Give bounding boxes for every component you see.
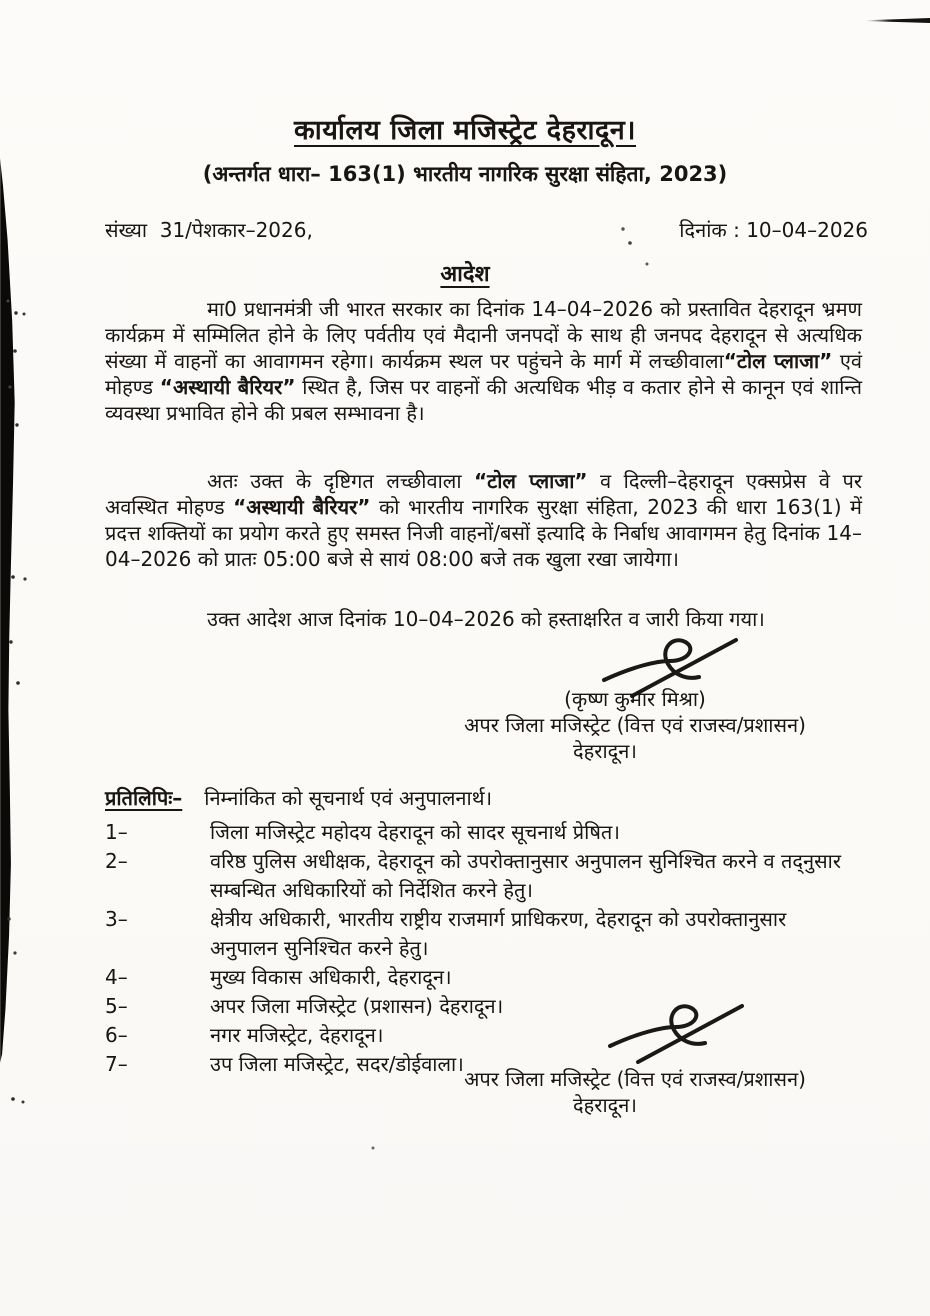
scan-artifact-left-edge: [0, 158, 21, 1063]
copy-item-text: मुख्य विकास अधिकारी, देहरादून।: [210, 965, 452, 989]
copy-item-row: [105, 847, 860, 905]
signatory-place: देहरादून।: [573, 1093, 637, 1117]
copy-item-number: 6–: [105, 1023, 128, 1047]
copy-item-row: [105, 963, 860, 992]
paragraph-text: मा0 प्रधानमंत्री जी भारत सरकार का दिनांक 14–04–2026 को प्रस्तावित देहरादून भ्रमण कार्यक्रम में सम्मिलित होने के लिए पर्वतीय एवं मैदानी जनपदों के साथ ही जनपद देहरादून से अत्यधिक संख्या में वाहनों का आवागमन रहेगा। कार्यक्रम स्थल पर पहुंचने के मार्ग में लच्छीवाला: [105, 297, 862, 373]
bold-term-toll-plaza: “टोल प्लाजा”: [474, 469, 588, 493]
act-reference-line: (अन्तर्गत धारा– 163(1) भारतीय नागरिक सुरक्षा संहिता, 2023): [202, 162, 728, 186]
order-paragraph-3: उक्त आदेश आज दिनांक 10–04–2026 को हस्ताक्षरित व जारी किया गया।: [207, 607, 765, 631]
copy-item-number: 2–: [105, 849, 128, 873]
paragraph-text: को भारतीय नागरिक सुरक्षा संहिता, 2023 की धारा 163(1) में प्रदत्त शक्तियों का प्रयोग करते हुए समस्त निजी वाहनों/बसों इत्यादि के निर्बाध आवागमन हेतु दिनांक 14–04–2026 को प्रातः 05:00 बजे से सायं 08:00 बजे तक खुला रखा जायेगा।: [105, 495, 862, 571]
scan-artifact-top-right-streak: [866, 18, 930, 23]
paragraph-text: स्थित है, जिस पर वाहनों की अत्यधिक भीड़ व कतार होने से कानून एवं शान्ति व्यवस्था प्रभावित होने की प्रबल सम्भावना है।: [105, 375, 862, 425]
copy-item-row: [105, 905, 860, 963]
paragraph-text: अतः उक्त के दृष्टिगत लच्छीवाला: [207, 469, 475, 493]
signatory-designation: अपर जिला मजिस्ट्रेट (वित्त एवं राजस्व/प्रशासन): [464, 713, 806, 737]
signature-scribble-icon: [604, 1000, 754, 1066]
order-heading: आदेश: [440, 262, 490, 287]
copy-item-text: वरिष्ठ पुलिस अधीक्षक, देहरादून को उपरोक्तानुसार अनुपालन सुनिश्चित करने व तद्नुसार सम्बन्धित अधिकारियों को निर्देशित करने हेतु।: [210, 849, 842, 902]
copy-item-row: [105, 818, 860, 847]
reference-number: संख्या 31/पेशकार–2026,: [105, 218, 313, 242]
order-paragraph-2: [105, 468, 862, 572]
copy-item-number: 3–: [105, 907, 128, 931]
letterhead-office-title: कार्यालय जिला मजिस्ट्रेट देहरादून।: [293, 115, 637, 146]
scan-artifact-speckles: [0, 0, 2, 2]
bold-term-toll-plaza: “टोल प्लाजा”: [723, 349, 833, 373]
bold-term-temporary-barrier: “अस्थायी बैरियर”: [233, 495, 371, 519]
copy-item-text: क्षेत्रीय अधिकारी, भारतीय राष्ट्रीय राजमार्ग प्राधिकरण, देहरादून को उपरोक्तानुसार अनुपालन सुनिश्चित करने हेतु।: [210, 907, 787, 960]
bold-term-temporary-barrier: “अस्थायी बैरियर”: [159, 375, 296, 399]
copies-label: प्रतिलिपिः–: [105, 786, 183, 810]
signature-block-bottom: [400, 1066, 870, 1118]
signatory-designation: अपर जिला मजिस्ट्रेट (वित्त एवं राजस्व/प्रशासन): [464, 1067, 806, 1091]
issue-date: दिनांक : 10–04–2026: [679, 218, 868, 242]
copy-item-number: 5–: [105, 994, 128, 1018]
copy-item-text: जिला मजिस्ट्रेट महोदय देहरादून को सादर सूचनार्थ प्रेषित।: [210, 820, 620, 844]
paragraph-text: एवं मोहण्ड: [105, 349, 862, 399]
copy-item-text: अपर जिला मजिस्ट्रेट (प्रशासन) देहरादून।: [210, 994, 504, 1018]
copy-item-text: नगर मजिस्ट्रेट, देहरादून।: [210, 1023, 384, 1047]
copy-item-number: 4–: [105, 965, 128, 989]
copy-item-number: 7–: [105, 1052, 128, 1076]
signatory-name: (कृष्ण कुमार मिश्रा): [564, 687, 706, 711]
signatory-place: देहरादून।: [573, 739, 637, 763]
paragraph-text: व दिल्ली–देहरादून एक्सप्रेस वे पर अवस्थित मोहण्ड: [105, 469, 862, 519]
copies-header-row: [105, 784, 862, 811]
reference-and-date-row: [105, 216, 868, 243]
order-paragraph-1: [105, 296, 862, 426]
copies-intro: निम्नांकित को सूचनार्थ एवं अनुपालनार्थ।: [204, 786, 493, 810]
copy-item-number: 1–: [105, 820, 128, 844]
signature-block-top: [400, 686, 870, 764]
copy-item-text: उप जिला मजिस्ट्रेट, सदर/डोईवाला।: [210, 1052, 464, 1076]
